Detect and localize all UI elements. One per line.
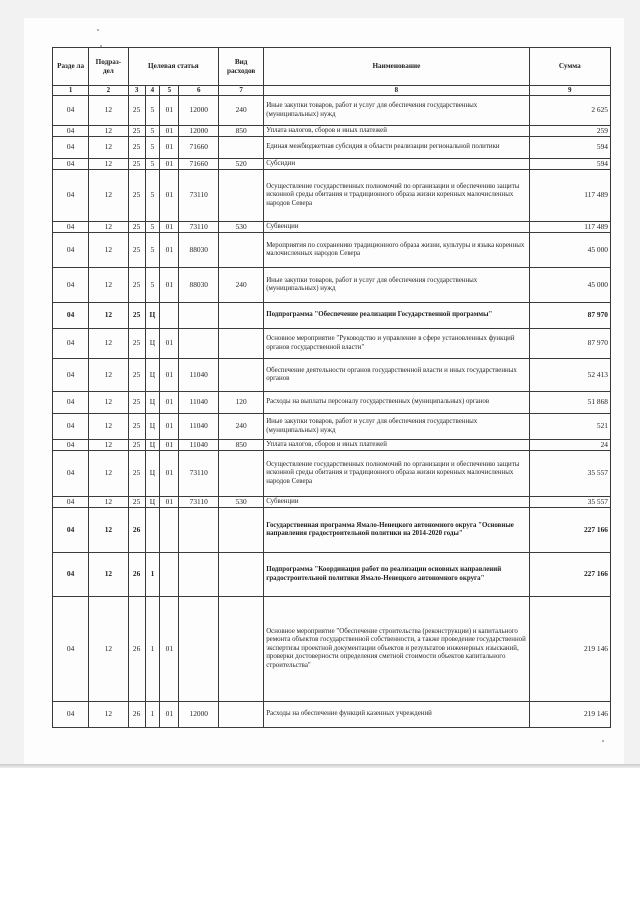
table-row	[53, 329, 611, 359]
event-code-cell: 01	[160, 497, 179, 508]
expense-type-cell: 530	[219, 497, 264, 508]
name-cell: Расходы на обеспечение функций казенных учреждений	[264, 702, 529, 728]
expense-type-cell: 240	[219, 268, 264, 303]
header-razdel: Разде ла	[53, 48, 89, 86]
budget-classification-table	[52, 47, 611, 728]
event-code-cell: 01	[160, 414, 179, 440]
event-code-cell: 01	[160, 597, 179, 702]
amount-cell: 87 970	[529, 329, 610, 359]
amount-cell: 87 970	[529, 303, 610, 329]
razdel-cell: 04	[53, 497, 89, 508]
name-cell: Основное мероприятие "Обеспечение строительства (реконструкции) и капитального ремонта объектов государственной собственности, а также проведение государственной экспертизы проектной документации объектов и результатов инженерных изысканий, проверки достоверности определения сметной стоимости объектов капитального строительства"	[264, 597, 529, 702]
table-row	[53, 359, 611, 392]
direction-code-cell: 11040	[179, 359, 219, 392]
amount-cell: 219 146	[529, 597, 610, 702]
table-row	[53, 451, 611, 497]
event-code-cell: 01	[160, 126, 179, 137]
expense-type-cell	[219, 553, 264, 597]
table-row	[53, 440, 611, 451]
amount-cell: 35 557	[529, 451, 610, 497]
podrazdel-cell: 12	[89, 508, 129, 553]
name-cell: Субсидии	[264, 159, 529, 170]
amount-cell: 594	[529, 137, 610, 159]
program-code-cell: 25	[128, 303, 145, 329]
table-row	[53, 233, 611, 268]
event-code-cell: 01	[160, 702, 179, 728]
direction-code-cell	[179, 597, 219, 702]
subprogram-code-cell: 1	[145, 702, 160, 728]
expense-type-cell: 520	[219, 159, 264, 170]
amount-cell: 594	[529, 159, 610, 170]
direction-code-cell	[179, 508, 219, 553]
table-row	[53, 222, 611, 233]
event-code-cell	[160, 303, 179, 329]
subprogram-code-cell: 5	[145, 233, 160, 268]
program-code-cell: 25	[128, 497, 145, 508]
subprogram-code-cell: 1	[145, 553, 160, 597]
event-code-cell: 01	[160, 137, 179, 159]
event-code-cell: 01	[160, 451, 179, 497]
name-cell: Осуществление государственных полномочий по организации и обеспечению защиты исконной среды обитания и традиционного образа жизни коренных малочисленных народов Севера	[264, 170, 529, 222]
amount-cell: 45 000	[529, 268, 610, 303]
razdel-cell: 04	[53, 170, 89, 222]
program-code-cell: 25	[128, 96, 145, 126]
column-number: 4	[145, 86, 160, 96]
amount-cell: 45 000	[529, 233, 610, 268]
event-code-cell: 01	[160, 268, 179, 303]
table-row	[53, 137, 611, 159]
direction-code-cell: 71660	[179, 159, 219, 170]
direction-code-cell: 12000	[179, 96, 219, 126]
razdel-cell: 04	[53, 137, 89, 159]
name-cell: Основное мероприятие "Руководство и управление в сфере установленных функций органов государственной власти"	[264, 329, 529, 359]
column-number: 3	[128, 86, 145, 96]
subprogram-code-cell: Ц	[145, 359, 160, 392]
razdel-cell: 04	[53, 359, 89, 392]
direction-code-cell: 88030	[179, 233, 219, 268]
razdel-cell: 04	[53, 268, 89, 303]
name-cell: Иные закупки товаров, работ и услуг для обеспечения государственных (муниципальных) нужд	[264, 96, 529, 126]
scan-bottom-edge	[0, 764, 640, 768]
column-number: 5	[160, 86, 179, 96]
name-cell: Единая межбюджетная субсидия в области реализации региональной политики	[264, 137, 529, 159]
expense-type-cell	[219, 359, 264, 392]
subprogram-code-cell: 5	[145, 170, 160, 222]
program-code-cell: 25	[128, 329, 145, 359]
column-number: 1	[53, 86, 89, 96]
amount-cell: 227 166	[529, 553, 610, 597]
direction-code-cell: 88030	[179, 268, 219, 303]
name-cell: Расходы на выплаты персоналу государственных (муниципальных) органов	[264, 392, 529, 414]
subprogram-code-cell: 1	[145, 597, 160, 702]
table-row	[53, 553, 611, 597]
name-cell: Подпрограмма "Координация работ по реализации основных направлений градостроительной политики Ямало-Ненецкого автономного округа"	[264, 553, 529, 597]
table-row	[53, 170, 611, 222]
razdel-cell: 04	[53, 329, 89, 359]
subprogram-code-cell: Ц	[145, 414, 160, 440]
direction-code-cell: 73110	[179, 451, 219, 497]
amount-cell: 521	[529, 414, 610, 440]
podrazdel-cell: 12	[89, 392, 129, 414]
amount-cell: 2 625	[529, 96, 610, 126]
podrazdel-cell: 12	[89, 137, 129, 159]
amount-cell: 117 489	[529, 170, 610, 222]
event-code-cell	[160, 553, 179, 597]
razdel-cell: 04	[53, 222, 89, 233]
name-cell: Субвенции	[264, 222, 529, 233]
header-naimenovanie: Наименование	[264, 48, 529, 86]
subprogram-code-cell	[145, 508, 160, 553]
podrazdel-cell: 12	[89, 159, 129, 170]
header-celevaya-statya: Целевая статья	[128, 48, 218, 86]
program-code-cell: 25	[128, 233, 145, 268]
razdel-cell: 04	[53, 303, 89, 329]
table-row	[53, 508, 611, 553]
table-row	[53, 392, 611, 414]
scan-speck	[97, 29, 99, 31]
subprogram-code-cell: 5	[145, 159, 160, 170]
direction-code-cell	[179, 553, 219, 597]
event-code-cell: 01	[160, 392, 179, 414]
column-number: 9	[529, 86, 610, 96]
column-number: 8	[264, 86, 529, 96]
expense-type-cell	[219, 170, 264, 222]
program-code-cell: 25	[128, 268, 145, 303]
podrazdel-cell: 12	[89, 451, 129, 497]
razdel-cell: 04	[53, 597, 89, 702]
subprogram-code-cell: Ц	[145, 392, 160, 414]
subprogram-code-cell: 5	[145, 268, 160, 303]
direction-code-cell: 11040	[179, 392, 219, 414]
table-row	[53, 126, 611, 137]
podrazdel-cell: 12	[89, 597, 129, 702]
expense-type-cell	[219, 329, 264, 359]
table-header-row	[53, 48, 611, 86]
subprogram-code-cell: 5	[145, 137, 160, 159]
expense-type-cell: 850	[219, 440, 264, 451]
subprogram-code-cell: Ц	[145, 440, 160, 451]
direction-code-cell: 12000	[179, 126, 219, 137]
razdel-cell: 04	[53, 96, 89, 126]
amount-cell: 52 413	[529, 359, 610, 392]
program-code-cell: 26	[128, 597, 145, 702]
table-row	[53, 303, 611, 329]
name-cell: Иные закупки товаров, работ и услуг для обеспечения государственных (муниципальных) нужд	[264, 414, 529, 440]
direction-code-cell: 73110	[179, 170, 219, 222]
podrazdel-cell: 12	[89, 96, 129, 126]
razdel-cell: 04	[53, 159, 89, 170]
column-number: 7	[219, 86, 264, 96]
expense-type-cell	[219, 137, 264, 159]
amount-cell: 219 146	[529, 702, 610, 728]
subprogram-code-cell: Ц	[145, 329, 160, 359]
program-code-cell: 25	[128, 392, 145, 414]
subprogram-code-cell: 5	[145, 222, 160, 233]
podrazdel-cell: 12	[89, 497, 129, 508]
event-code-cell: 01	[160, 170, 179, 222]
column-number: 2	[89, 86, 129, 96]
razdel-cell: 04	[53, 233, 89, 268]
podrazdel-cell: 12	[89, 329, 129, 359]
razdel-cell: 04	[53, 440, 89, 451]
table-row	[53, 268, 611, 303]
expense-type-cell: 850	[219, 126, 264, 137]
expense-type-cell: 240	[219, 414, 264, 440]
amount-cell: 227 166	[529, 508, 610, 553]
column-number-row	[53, 86, 611, 96]
direction-code-cell: 11040	[179, 414, 219, 440]
razdel-cell: 04	[53, 392, 89, 414]
podrazdel-cell: 12	[89, 222, 129, 233]
program-code-cell: 25	[128, 159, 145, 170]
program-code-cell: 25	[128, 222, 145, 233]
direction-code-cell: 11040	[179, 440, 219, 451]
amount-cell: 117 489	[529, 222, 610, 233]
name-cell: Уплата налогов, сборов и иных платежей	[264, 126, 529, 137]
expense-type-cell	[219, 303, 264, 329]
name-cell: Подпрограмма "Обеспечение реализации Государственной программы"	[264, 303, 529, 329]
subprogram-code-cell: Ц	[145, 497, 160, 508]
amount-cell: 24	[529, 440, 610, 451]
expense-type-cell	[219, 597, 264, 702]
name-cell: Осуществление государственных полномочий по организации и обеспечению защиты исконной среды обитания и традиционного образа жизни коренных малочисленных народов Севера	[264, 451, 529, 497]
direction-code-cell: 12000	[179, 702, 219, 728]
direction-code-cell: 73110	[179, 222, 219, 233]
event-code-cell: 01	[160, 159, 179, 170]
expense-type-cell	[219, 702, 264, 728]
program-code-cell: 25	[128, 440, 145, 451]
podrazdel-cell: 12	[89, 440, 129, 451]
direction-code-cell: 73110	[179, 497, 219, 508]
podrazdel-cell: 12	[89, 170, 129, 222]
subprogram-code-cell: Ц	[145, 303, 160, 329]
direction-code-cell	[179, 303, 219, 329]
razdel-cell: 04	[53, 414, 89, 440]
event-code-cell: 01	[160, 96, 179, 126]
table-row	[53, 96, 611, 126]
name-cell: Обеспечение деятельности органов государственной власти и иных государственных органов	[264, 359, 529, 392]
podrazdel-cell: 12	[89, 233, 129, 268]
scan-speck	[602, 740, 604, 742]
expense-type-cell	[219, 508, 264, 553]
table-body	[53, 96, 611, 728]
name-cell: Иные закупки товаров, работ и услуг для обеспечения государственных (муниципальных) нужд	[264, 268, 529, 303]
amount-cell: 35 557	[529, 497, 610, 508]
program-code-cell: 25	[128, 414, 145, 440]
podrazdel-cell: 12	[89, 359, 129, 392]
subprogram-code-cell: 5	[145, 126, 160, 137]
expense-type-cell: 240	[219, 96, 264, 126]
expense-type-cell	[219, 451, 264, 497]
razdel-cell: 04	[53, 126, 89, 137]
podrazdel-cell: 12	[89, 126, 129, 137]
direction-code-cell: 71660	[179, 137, 219, 159]
column-number: 6	[179, 86, 219, 96]
table-row	[53, 497, 611, 508]
expense-type-cell: 120	[219, 392, 264, 414]
program-code-cell: 26	[128, 508, 145, 553]
header-summa: Сумма	[529, 48, 610, 86]
name-cell: Уплата налогов, сборов и иных платежей	[264, 440, 529, 451]
table-row	[53, 702, 611, 728]
header-podrazdel: Подраз- дел	[89, 48, 129, 86]
direction-code-cell	[179, 329, 219, 359]
subprogram-code-cell: Ц	[145, 451, 160, 497]
event-code-cell: 01	[160, 329, 179, 359]
expense-type-cell: 530	[219, 222, 264, 233]
event-code-cell	[160, 508, 179, 553]
event-code-cell: 01	[160, 233, 179, 268]
razdel-cell: 04	[53, 553, 89, 597]
table-row	[53, 159, 611, 170]
expense-type-cell	[219, 233, 264, 268]
razdel-cell: 04	[53, 508, 89, 553]
event-code-cell: 01	[160, 440, 179, 451]
amount-cell: 51 868	[529, 392, 610, 414]
podrazdel-cell: 12	[89, 553, 129, 597]
program-code-cell: 25	[128, 170, 145, 222]
program-code-cell: 25	[128, 451, 145, 497]
program-code-cell: 26	[128, 553, 145, 597]
program-code-cell: 25	[128, 126, 145, 137]
name-cell: Мероприятия по сохранению традиционного образа жизни, культуры и языка коренных малочисленных народов Севера	[264, 233, 529, 268]
podrazdel-cell: 12	[89, 303, 129, 329]
program-code-cell: 25	[128, 137, 145, 159]
name-cell: Государственная программа Ямало-Ненецкого автономного округа "Основные направления градостроительной политики на 2014-2020 годы"	[264, 508, 529, 553]
podrazdel-cell: 12	[89, 414, 129, 440]
table-row	[53, 414, 611, 440]
razdel-cell: 04	[53, 702, 89, 728]
program-code-cell: 26	[128, 702, 145, 728]
amount-cell: 259	[529, 126, 610, 137]
event-code-cell: 01	[160, 359, 179, 392]
razdel-cell: 04	[53, 451, 89, 497]
podrazdel-cell: 12	[89, 702, 129, 728]
subprogram-code-cell: 5	[145, 96, 160, 126]
program-code-cell: 25	[128, 359, 145, 392]
name-cell: Субвенции	[264, 497, 529, 508]
event-code-cell: 01	[160, 222, 179, 233]
podrazdel-cell: 12	[89, 268, 129, 303]
header-vid-rashodov: Вид расходов	[219, 48, 264, 86]
table-row	[53, 597, 611, 702]
